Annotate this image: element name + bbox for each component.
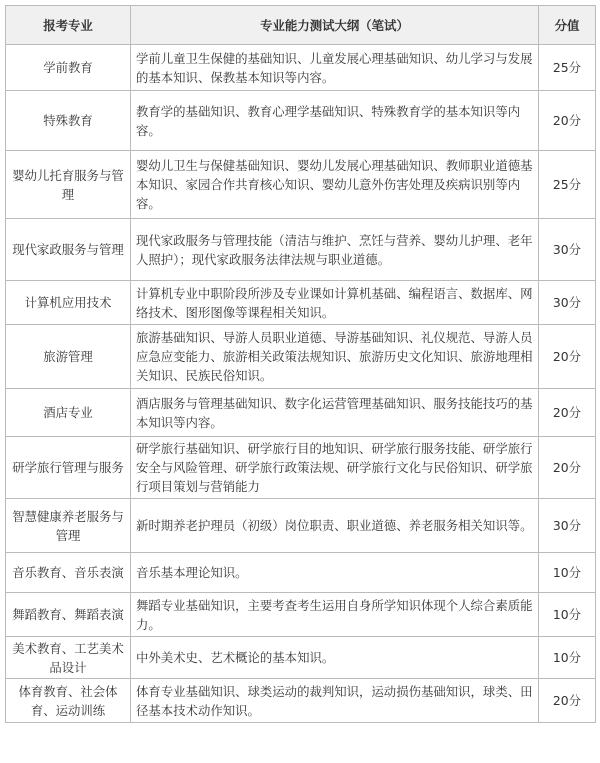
major-cell: 现代家政服务与管理 [6, 219, 131, 281]
outline-cell: 中外美术史、艺术概论的基本知识。 [131, 637, 539, 679]
outline-cell: 教育学的基础知识、教育心理学基础知识、特殊教育学的基本知识等内容。 [131, 91, 539, 151]
score-cell: 20分 [539, 91, 596, 151]
score-cell: 25分 [539, 151, 596, 219]
outline-cell: 舞蹈专业基础知识，主要考查考生运用自身所学知识体现个人综合素质能力。 [131, 593, 539, 637]
score-cell: 25分 [539, 45, 596, 91]
header-score: 分值 [539, 6, 596, 45]
major-cell: 特殊教育 [6, 91, 131, 151]
table-row [6, 325, 596, 389]
major-cell: 旅游管理 [6, 325, 131, 389]
outline-cell: 音乐基本理论知识。 [131, 553, 539, 593]
table-header [6, 6, 596, 45]
table-body [6, 45, 596, 723]
table-row [6, 679, 596, 723]
major-cell: 体育教育、社会体育、运动训练 [6, 679, 131, 723]
score-cell: 30分 [539, 281, 596, 325]
major-cell: 学前教育 [6, 45, 131, 91]
major-cell: 音乐教育、音乐表演 [6, 553, 131, 593]
major-cell: 婴幼儿托育服务与管理 [6, 151, 131, 219]
score-cell: 20分 [539, 389, 596, 437]
table-row [6, 499, 596, 553]
outline-cell: 现代家政服务与管理技能（清洁与维护、烹饪与营养、婴幼儿护理、老年人照护）；现代家政服务法律法规与职业道德。 [131, 219, 539, 281]
table-row [6, 91, 596, 151]
major-cell: 智慧健康养老服务与管理 [6, 499, 131, 553]
table-row [6, 593, 596, 637]
outline-cell: 研学旅行基础知识、研学旅行目的地知识、研学旅行服务技能、研学旅行安全与风险管理、研学旅行政策法规、研学旅行文化与民俗知识、研学旅行项目策划与营销能力 [131, 437, 539, 499]
table-row [6, 437, 596, 499]
score-cell: 20分 [539, 437, 596, 499]
score-cell: 20分 [539, 679, 596, 723]
major-cell: 计算机应用技术 [6, 281, 131, 325]
score-cell: 10分 [539, 553, 596, 593]
outline-cell: 旅游基础知识、导游人员职业道德、导游基础知识、礼仪规范、导游人员应急应变能力、旅游相关政策法规知识、旅游历史文化知识、旅游地理相关知识、民族民俗知识。 [131, 325, 539, 389]
header-major: 报考专业 [6, 6, 131, 45]
table-row [6, 637, 596, 679]
major-cell: 美术教育、工艺美术品设计 [6, 637, 131, 679]
score-cell: 10分 [539, 637, 596, 679]
outline-cell: 学前儿童卫生保健的基础知识、儿童发展心理基础知识、幼儿学习与发展的基本知识、保教基本知识等内容。 [131, 45, 539, 91]
header-outline: 专业能力测试大纲（笔试） [131, 6, 539, 45]
header-row [6, 6, 596, 45]
outline-cell: 酒店服务与管理基础知识、数字化运营管理基础知识、服务技能技巧的基本知识等内容。 [131, 389, 539, 437]
outline-cell: 体育专业基础知识、球类运动的裁判知识，运动损伤基础知识，球类、田径基本技术动作知识。 [131, 679, 539, 723]
table-row [6, 219, 596, 281]
table-row [6, 389, 596, 437]
table-row [6, 151, 596, 219]
major-cell: 舞蹈教育、舞蹈表演 [6, 593, 131, 637]
major-cell: 酒店专业 [6, 389, 131, 437]
outline-cell: 婴幼儿卫生与保健基础知识、婴幼儿发展心理基础知识、教师职业道德基本知识、家园合作共育核心知识、婴幼儿意外伤害处理及疾病识别等内容。 [131, 151, 539, 219]
score-cell: 10分 [539, 593, 596, 637]
outline-cell: 计算机专业中职阶段所涉及专业课如计算机基础、编程语言、数据库、网络技术、图形图像等课程相关知识。 [131, 281, 539, 325]
table-row [6, 553, 596, 593]
outline-cell: 新时期养老护理员（初级）岗位职责、职业道德、养老服务相关知识等。 [131, 499, 539, 553]
syllabus-table [5, 5, 596, 723]
major-cell: 研学旅行管理与服务 [6, 437, 131, 499]
table-row [6, 281, 596, 325]
score-cell: 30分 [539, 219, 596, 281]
score-cell: 30分 [539, 499, 596, 553]
score-cell: 20分 [539, 325, 596, 389]
table-row [6, 45, 596, 91]
